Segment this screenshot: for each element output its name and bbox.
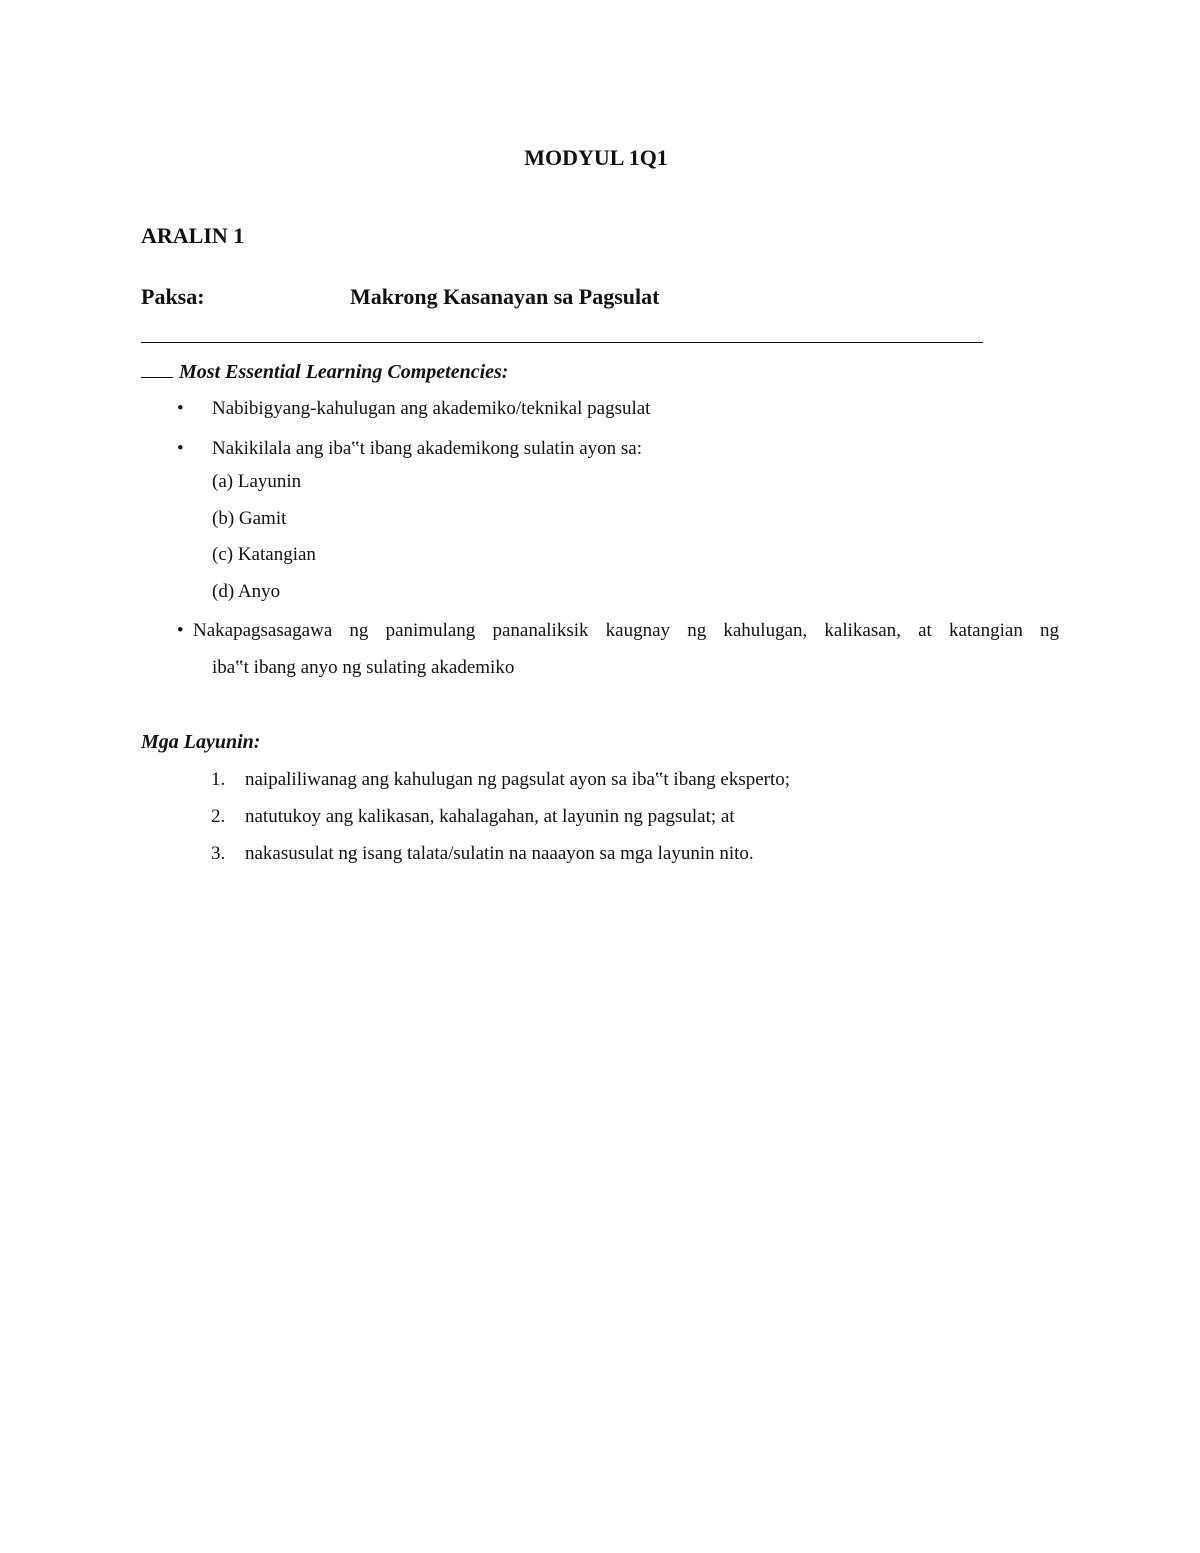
topic-label: Paksa: (141, 284, 205, 309)
sub-item: (d) Anyo (212, 581, 281, 602)
competency-item: Nabibigyang-kahulugan ang akademiko/teknikal pagsulat (212, 398, 651, 419)
sub-item: (a) Layunin (212, 471, 302, 492)
goal-item: nakasusulat ng isang talata/sulatin na naaayon sa mga layunin nito. (245, 843, 754, 864)
goal-item: natutukoy ang kalikasan, kahalagahan, at layunin ng pagsulat; at (245, 806, 735, 827)
melc-heading-text: Most Essential Learning Competencies: (179, 361, 509, 383)
competency-item: Nakapagsasagawa ng panimulang pananaliksik kaugnay ng kahulugan, kalikasan, at katangian ng (193, 620, 1059, 641)
goal-item: naipaliliwanag ang kahulugan ng pagsulat ayon sa iba‟t ibang eksperto; (245, 769, 791, 790)
blank-line (141, 358, 173, 378)
lesson-title: ARALIN 1 (141, 223, 245, 248)
goals-heading: Mga Layunin: (141, 731, 261, 753)
bullet-icon: • (177, 398, 184, 419)
topic-value: Makrong Kasanayan sa Pagsulat (350, 284, 660, 309)
competency-item-continuation: iba‟t ibang anyo ng sulating akademiko (212, 657, 515, 678)
competency-item: Nakikilala ang iba‟t ibang akademikong sulatin ayon sa: (212, 438, 643, 459)
goal-number: 3. (211, 843, 226, 864)
sub-item: (b) Gamit (212, 508, 287, 529)
melc-heading (141, 358, 508, 384)
module-title: MODYUL 1Q1 (524, 145, 668, 170)
goal-number: 1. (211, 769, 226, 790)
bullet-icon: • (177, 620, 184, 641)
sub-item: (c) Katangian (212, 544, 316, 565)
bullet-icon: • (177, 438, 184, 459)
goal-number: 2. (211, 806, 226, 827)
horizontal-rule (141, 342, 983, 343)
